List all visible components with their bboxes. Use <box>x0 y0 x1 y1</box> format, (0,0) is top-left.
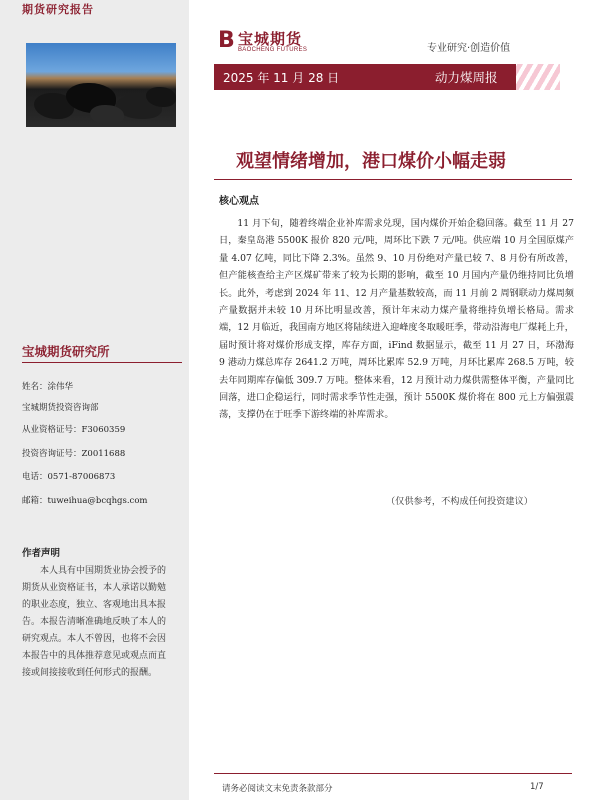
core-view-paragraph: 11 月下旬，随着终端企业补库需求兑现，国内煤价开始企稳回落。截至 11 月 27 日，秦皇岛港 5500K 报价 820 元/吨，周环比下跌 7 元/吨。供应端 10 月全国原煤产量 4.07 亿吨，同比下降 2.3%。虽然 9、10 月份绝对产量已较 7、8 月份有所改善，但产能核查给主产区煤矿带来了较为长期的影响，截至 10 月国内产量仍维持同比负增长。此外，考虑到 2024 年 11、12 月产量基数较高，而 11 月前 2 周钢联动力煤周频产量数据并未较 10 月环比明显改善，预计年末动力煤产量将维持负增长格局。需求端，12 月临近，我国南方地区将陆续进入迎峰度冬取暖旺季，带动沿海电厂煤耗上升，届时预计将对煤价形成支撑，库存方面，iFind 数据显示，截至 11 月 27 日，环渤海 9 港动力煤总库存 2641.2 万吨，周环比累库 52.9 万吨，月环比累库 268.5 万吨，较去年同期库存偏低 309.7 万吨。整体来看，12 月预计动力煤供需整体平衡，产量同比回落，进口企稳运行，同时需求季节性走强，预计 5500K 煤价将在 800 元上方偏强震荡，支撑仍在于旺季下游终端的补库需求。 <box>219 218 574 421</box>
date-banner <box>214 64 560 90</box>
page-title: 观望情绪增加，港口煤价小幅走弱 <box>236 151 506 172</box>
footer-divider <box>214 773 572 774</box>
report-type-label: 期货研究报告 <box>22 3 94 16</box>
disclaimer: （仅供参考，不构成任何投资建议） <box>386 496 533 507</box>
department: 宝城期货投资咨询部 <box>22 403 99 413</box>
report-name: 动力煤周报 <box>435 70 498 85</box>
consulting-id: 投资咨询证号：Z0011688 <box>22 449 126 459</box>
declaration-text: 本人具有中国期货业协会授予的期货从业资格证书，本人承诺以勤勉的职业态度，独立、客观地出具本报告。本报告清晰准确地反映了本人的研究观点。本人不曾因，也将不会因本报告中的具体推荐意见或观点而直接或间接接收到任何形式的报酬。 <box>22 566 167 678</box>
slogan: 专业研究·创造价值 <box>427 43 511 54</box>
logo-english: BAOCHENG FUTURES <box>238 47 308 53</box>
institute-divider <box>22 362 182 363</box>
title-divider <box>214 179 572 180</box>
coal-photo <box>26 43 176 127</box>
institute-name: 宝城期货研究所 <box>22 344 110 359</box>
coal-lump <box>90 105 124 125</box>
footer-note: 请务必阅读文末免责条款部分 <box>222 784 333 794</box>
qualification-id: 从业资格证号：F3060359 <box>22 425 126 435</box>
company-logo <box>218 28 338 58</box>
report-date: 2025 年 11 月 28 日 <box>223 71 340 85</box>
declaration-title: 作者声明 <box>22 548 61 559</box>
logo-text: 宝城期货 <box>238 30 303 48</box>
email: 邮箱：tuweihua@bcqhgs.com <box>22 496 148 506</box>
phone: 电话：0571-87006873 <box>22 472 116 482</box>
section-title: 核心观点 <box>219 196 259 207</box>
analyst-name: 姓名：涂伟华 <box>22 382 74 392</box>
page-number: 1/7 <box>530 782 544 792</box>
sidebar <box>0 0 189 800</box>
logo-mark-icon: B <box>218 28 235 53</box>
